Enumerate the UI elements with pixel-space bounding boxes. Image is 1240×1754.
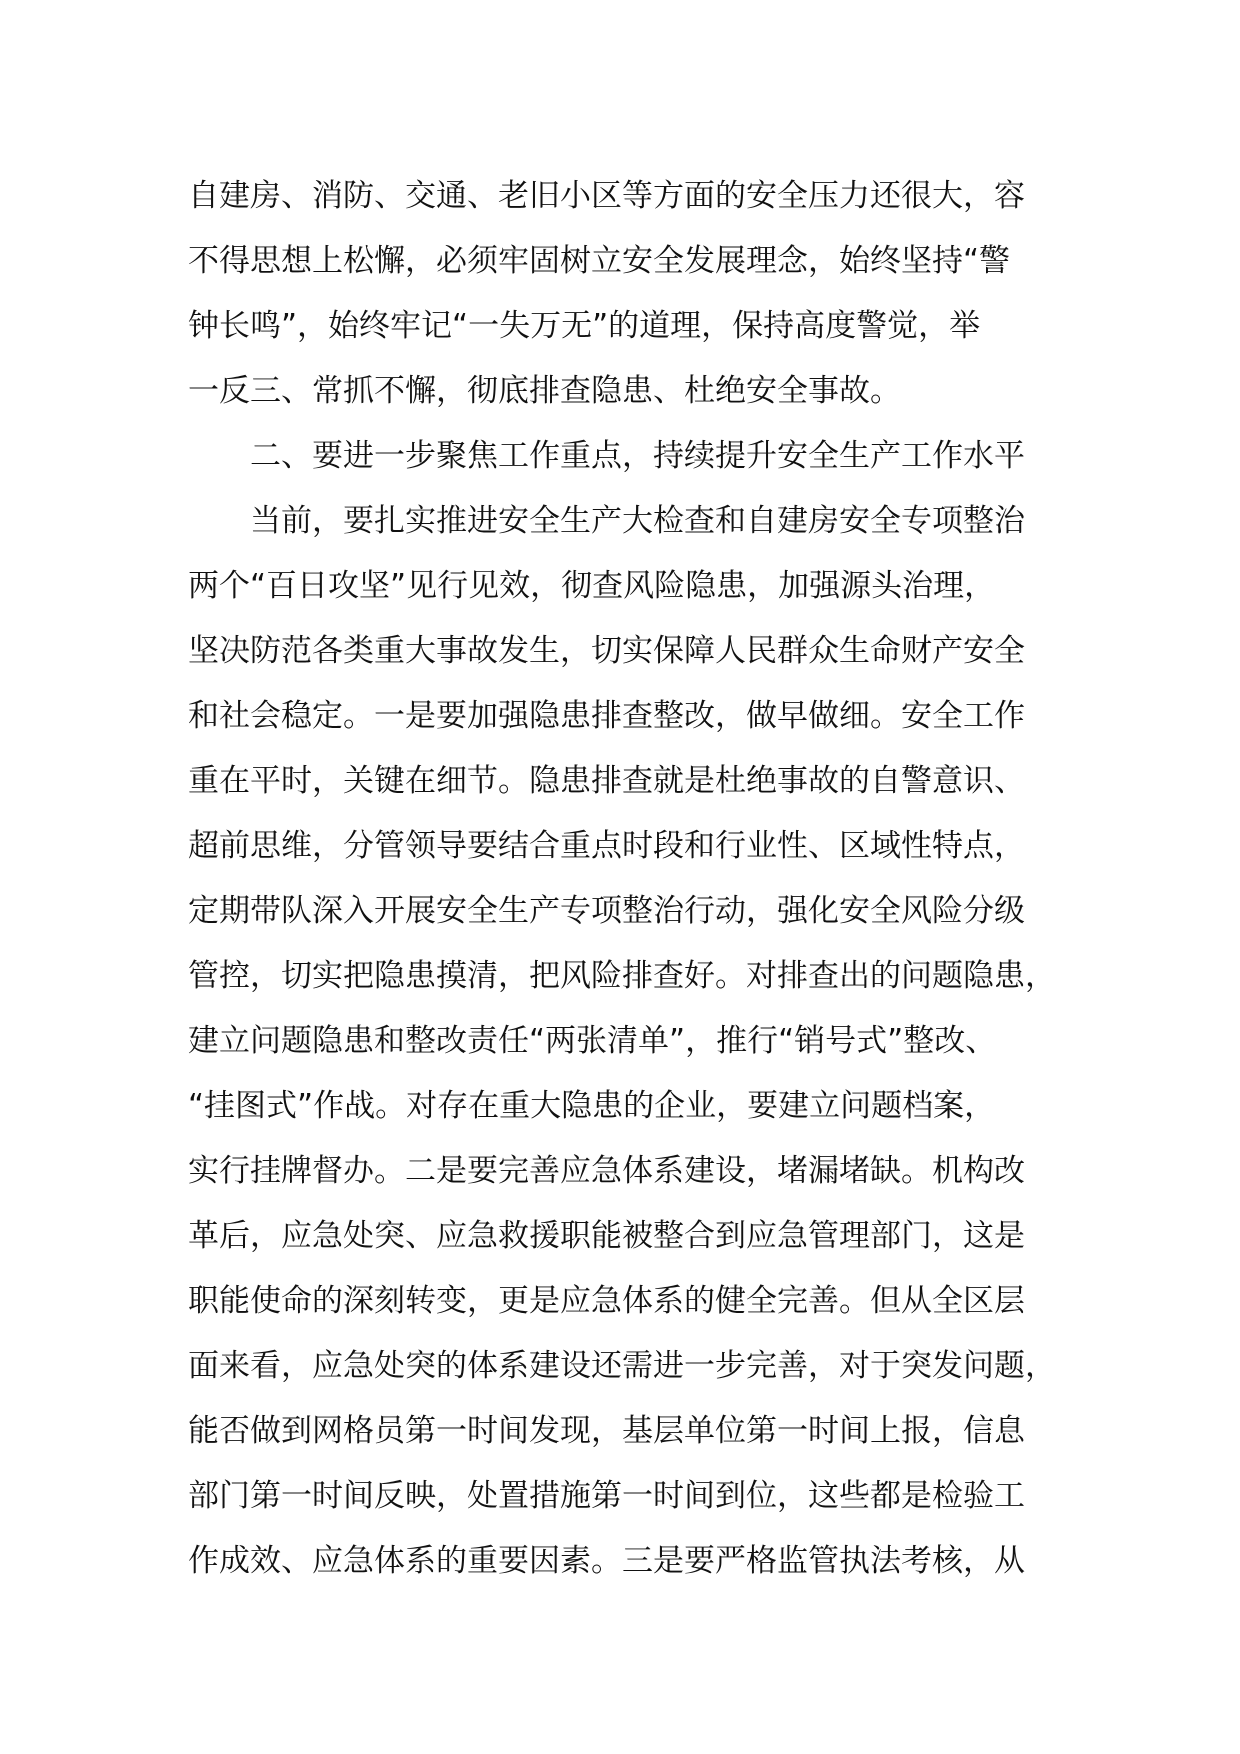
text-line: 坚决防范各类重大事故发生，切实保障人民群众生命财产安全 (188, 633, 1025, 669)
text-line: 两个“百日攻坚”见行见效，彻查风险隐患，加强源头治理， (188, 568, 996, 604)
text-line: 作成效、应急体系的重要因素。三是要严格监管执法考核，从 (188, 1543, 1025, 1579)
text-line: 自建房、消防、交通、老旧小区等方面的安全压力还很大，容 (188, 178, 1025, 214)
text-line: 建立问题隐患和整改责任“两张清单”，推行“销号式”整改、 (188, 1023, 997, 1059)
text-line: 重在平时，关键在细节。隐患排查就是杜绝事故的自警意识、 (188, 763, 1025, 799)
text-line: 钟长鸣”，始终牢记“一失万无”的道理，保持高度警觉，举 (188, 308, 981, 344)
section-heading: 二、要进一步聚焦工作重点，持续提升安全生产工作水平 (250, 438, 1025, 474)
text-line: 一反三、常抓不懈，彻底排查隐患、杜绝安全事故。 (188, 373, 901, 409)
text-line: 当前，要扎实推进安全生产大检查和自建房安全专项整治 (250, 503, 1025, 539)
text-line: 管控，切实把隐患摸清，把风险排查好。对排查出的问题隐患， (188, 958, 1056, 994)
text-line: 实行挂牌督办。二是要完善应急体系建设，堵漏堵缺。机构改 (188, 1153, 1025, 1189)
text-line: 和社会稳定。一是要加强隐患排查整改，做早做细。安全工作 (188, 698, 1025, 734)
text-line: 面来看，应急处突的体系建设还需进一步完善，对于突发问题， (188, 1348, 1056, 1384)
body-text (188, 164, 1088, 1594)
text-line: 能否做到网格员第一时间发现，基层单位第一时间上报，信息 (188, 1413, 1025, 1449)
text-line: 定期带队深入开展安全生产专项整治行动，强化安全风险分级 (188, 893, 1025, 929)
text-line: “挂图式”作战。对存在重大隐患的企业，要建立问题档案， (188, 1088, 996, 1124)
text-line: 革后，应急处突、应急救援职能被整合到应急管理部门，这是 (188, 1218, 1025, 1254)
text-line: 不得思想上松懈，必须牢固树立安全发展理念，始终坚持“警 (188, 243, 1011, 279)
text-line: 部门第一时间反映，处置措施第一时间到位，这些都是检验工 (188, 1478, 1025, 1514)
text-line: 超前思维，分管领导要结合重点时段和行业性、区域性特点， (188, 828, 1025, 864)
text-line: 职能使命的深刻转变，更是应急体系的健全完善。但从全区层 (188, 1283, 1025, 1319)
